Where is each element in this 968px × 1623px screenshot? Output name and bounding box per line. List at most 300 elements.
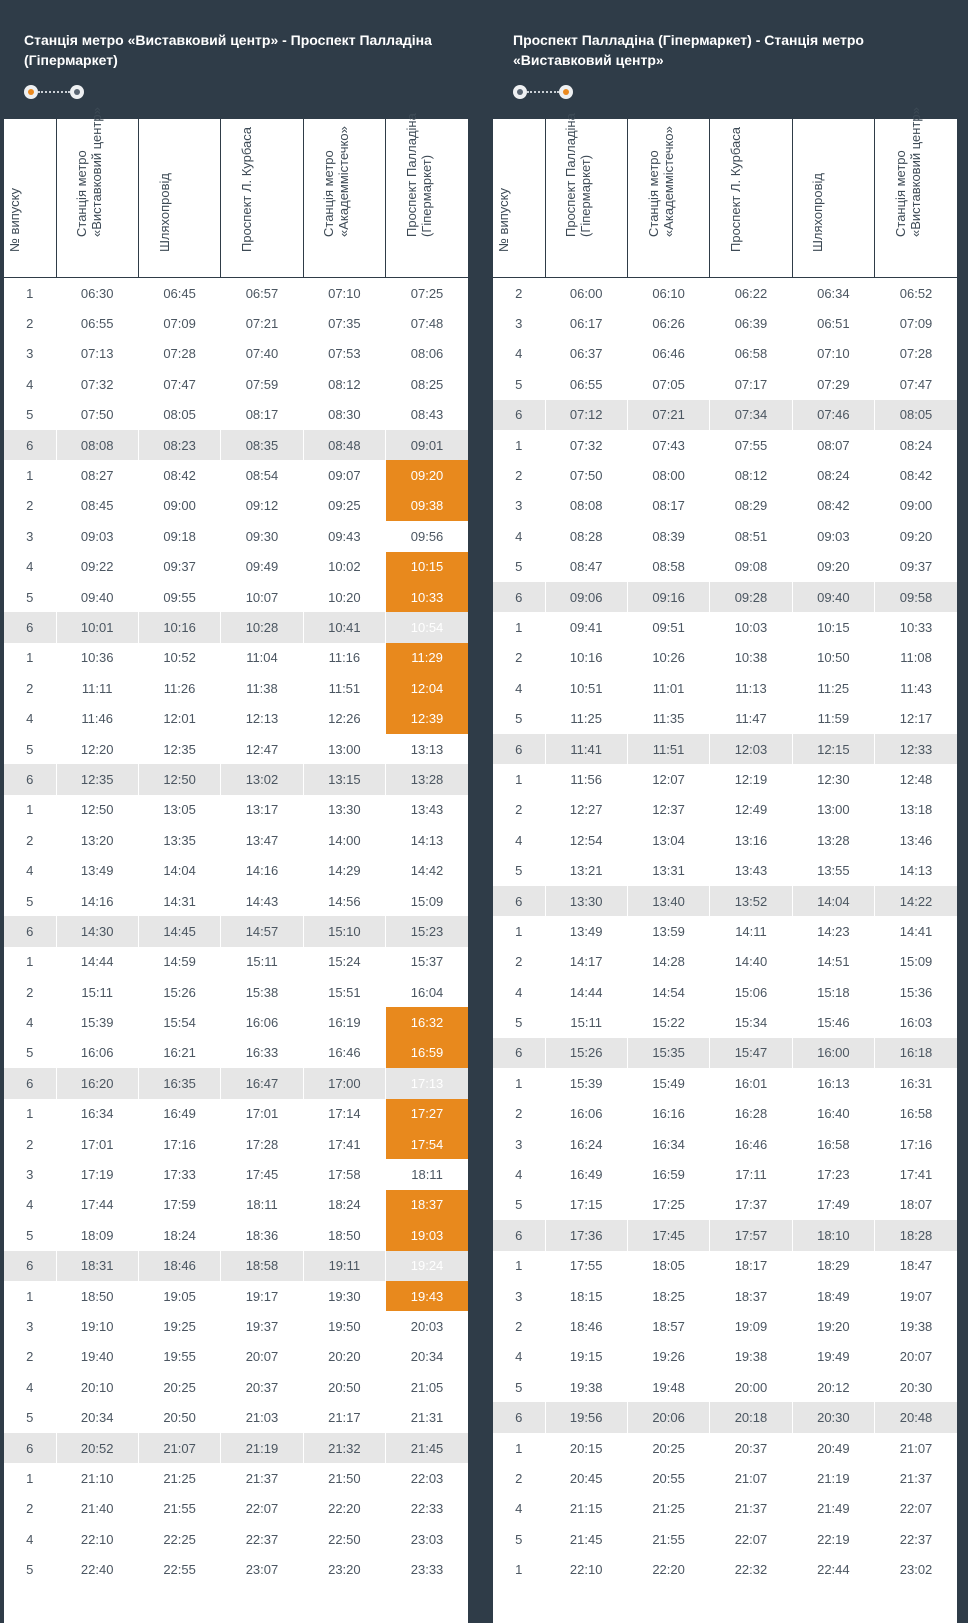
table-row	[4, 764, 468, 794]
time-cell: 10:41	[303, 612, 385, 642]
table-row	[493, 977, 957, 1007]
release-number-cell: 4	[515, 1349, 523, 1365]
time-cell: 06:30	[56, 278, 138, 309]
time-cell: 08:28	[545, 521, 627, 551]
time-cell: 21:07	[875, 1433, 957, 1463]
release-number-cell: 2	[26, 498, 34, 514]
route-title: Проспект Палладіна (Гіпермаркет) - Станція метро «Виставковий центр»	[513, 32, 864, 68]
table-row	[4, 1038, 468, 1068]
time-cell: 11:43	[875, 673, 957, 703]
time-cell: 18:36	[221, 1220, 303, 1250]
release-number-cell: 5	[515, 559, 523, 575]
release-number-cell: 2	[515, 650, 523, 666]
time-cell: 21:31	[386, 1402, 468, 1432]
time-cell: 13:49	[545, 916, 627, 946]
time-cell: 17:37	[710, 1190, 792, 1220]
table-row	[4, 1190, 468, 1220]
time-cell: 18:07	[875, 1190, 957, 1220]
schedule-panel-return	[493, 16, 957, 1623]
release-number-cell: 4	[26, 863, 34, 879]
time-cell: 09:22	[56, 552, 138, 582]
column-header-release-number	[4, 119, 56, 278]
table-row	[493, 521, 957, 551]
time-cell: 16:49	[138, 1099, 220, 1129]
release-number-cell: 6	[493, 1038, 545, 1068]
time-cell: 15:11	[545, 1007, 627, 1037]
time-cell: 13:13	[386, 734, 468, 764]
time-cell: 09:12	[221, 491, 303, 521]
table-row	[493, 1494, 957, 1524]
route-start-dot-icon[interactable]	[24, 85, 38, 99]
release-number-cell: 3	[515, 498, 523, 514]
time-cell: 07:21	[627, 400, 709, 430]
time-cell: 08:07	[792, 430, 874, 460]
time-cell: 13:00	[792, 795, 874, 825]
time-cell: 15:18	[792, 977, 874, 1007]
time-cell: 13:30	[303, 795, 385, 825]
time-cell: 19:40	[56, 1342, 138, 1372]
time-cell: 09:56	[386, 521, 468, 551]
time-cell: 12:35	[138, 734, 220, 764]
column-header-label: Станція метро «Академмістечко»	[321, 126, 352, 237]
route-line-icon	[38, 91, 70, 93]
release-number-cell: 1	[26, 954, 34, 970]
table-row	[493, 1524, 957, 1554]
time-cell: 09:16	[627, 582, 709, 612]
time-cell: 08:39	[627, 521, 709, 551]
table-row	[4, 1494, 468, 1524]
time-cell: 19:38	[875, 1311, 957, 1341]
time-cell: 10:54	[386, 612, 468, 642]
time-cell: 14:28	[627, 947, 709, 977]
release-number-cell: 1	[26, 1288, 34, 1304]
time-cell: 14:29	[303, 855, 385, 885]
time-cell: 18:50	[56, 1281, 138, 1311]
time-cell: 15:35	[627, 1038, 709, 1068]
time-cell: 07:34	[710, 400, 792, 430]
table-row	[4, 947, 468, 977]
release-number-cell: 6	[4, 764, 56, 794]
table-row	[4, 1524, 468, 1554]
table-row	[493, 855, 957, 885]
time-cell: 13:05	[138, 795, 220, 825]
time-cell: 18:46	[545, 1311, 627, 1341]
time-cell: 07:59	[221, 369, 303, 399]
time-cell: 14:59	[138, 947, 220, 977]
time-cell: 14:11	[710, 916, 792, 946]
table-row	[493, 1433, 957, 1463]
time-cell: 18:09	[56, 1220, 138, 1250]
time-cell: 19:10	[56, 1311, 138, 1341]
release-number-cell: 5	[26, 1562, 34, 1578]
time-cell: 09:00	[875, 491, 957, 521]
release-number-cell: 2	[515, 954, 523, 970]
release-number-cell: 2	[26, 984, 34, 1000]
time-cell: 18:10	[792, 1220, 874, 1250]
time-cell: 16:01	[710, 1068, 792, 1098]
time-cell: 07:47	[138, 369, 220, 399]
time-cell: 06:45	[138, 278, 220, 309]
release-number-cell: 2	[26, 1349, 34, 1365]
release-number-cell: 5	[26, 893, 34, 909]
time-cell: 10:50	[792, 643, 874, 673]
time-cell: 15:39	[56, 1007, 138, 1037]
time-cell: 19:05	[138, 1281, 220, 1311]
table-row	[493, 1402, 957, 1432]
time-cell: 17:36	[545, 1220, 627, 1250]
time-cell: 14:04	[138, 855, 220, 885]
time-cell: 15:51	[303, 977, 385, 1007]
table-row	[493, 1068, 957, 1098]
time-cell: 18:58	[221, 1251, 303, 1281]
column-header-label: Проспект Л. Курбаса	[727, 127, 743, 252]
time-cell: 09:37	[875, 552, 957, 582]
release-number-cell: 2	[26, 1136, 34, 1152]
route-line-icon	[527, 91, 559, 93]
time-cell: 15:46	[792, 1007, 874, 1037]
time-cell: 15:34	[710, 1007, 792, 1037]
time-cell: 16:33	[221, 1038, 303, 1068]
time-cell: 21:49	[792, 1494, 874, 1524]
schedule-table	[4, 107, 468, 1585]
column-header-label: Проспект Палладіна (Гіпермаркет)	[404, 113, 435, 237]
time-cell: 20:00	[710, 1372, 792, 1402]
time-cell: 19:30	[303, 1281, 385, 1311]
time-cell: 12:15	[792, 734, 874, 764]
release-number-cell: 2	[26, 316, 34, 332]
table-row	[4, 552, 468, 582]
time-cell: 08:42	[875, 460, 957, 490]
time-cell: 09:30	[221, 521, 303, 551]
table-row	[493, 339, 957, 369]
time-cell: 08:17	[221, 400, 303, 430]
time-cell: 20:10	[56, 1372, 138, 1402]
table-row	[4, 1251, 468, 1281]
time-cell: 18:29	[792, 1251, 874, 1281]
time-cell: 19:38	[710, 1342, 792, 1372]
table-row	[493, 1220, 957, 1250]
time-cell: 22:19	[792, 1524, 874, 1554]
table-row	[493, 1038, 957, 1068]
time-cell: 21:17	[303, 1402, 385, 1432]
time-cell: 16:47	[221, 1068, 303, 1098]
time-cell: 11:16	[303, 643, 385, 673]
time-cell: 09:20	[386, 460, 468, 490]
release-number-cell: 6	[4, 1068, 56, 1098]
time-cell: 07:53	[303, 339, 385, 369]
time-cell: 08:27	[56, 460, 138, 490]
time-cell: 14:16	[221, 855, 303, 885]
time-cell: 22:20	[303, 1494, 385, 1524]
time-cell: 14:23	[792, 916, 874, 946]
time-cell: 22:40	[56, 1554, 138, 1584]
time-cell: 06:37	[545, 339, 627, 369]
time-cell: 09:38	[386, 491, 468, 521]
time-cell: 22:07	[710, 1524, 792, 1554]
column-header-label: Шляхопровід	[156, 172, 172, 252]
release-number-cell: 4	[26, 1197, 34, 1213]
release-number-cell: 4	[515, 680, 523, 696]
time-cell: 17:58	[303, 1159, 385, 1189]
table-row	[4, 1433, 468, 1463]
table-row	[493, 369, 957, 399]
table-row	[4, 795, 468, 825]
time-cell: 18:57	[627, 1311, 709, 1341]
time-cell: 23:03	[386, 1524, 468, 1554]
time-cell: 19:07	[875, 1281, 957, 1311]
time-cell: 07:55	[710, 430, 792, 460]
time-cell: 21:40	[56, 1494, 138, 1524]
table-row	[493, 1463, 957, 1493]
time-cell: 19:25	[138, 1311, 220, 1341]
time-cell: 15:26	[138, 977, 220, 1007]
header-row	[4, 119, 468, 278]
time-cell: 11:51	[303, 673, 385, 703]
release-number-cell: 1	[515, 1075, 523, 1091]
time-cell: 20:34	[56, 1402, 138, 1432]
time-cell: 15:11	[221, 947, 303, 977]
release-number-cell: 4	[515, 346, 523, 362]
column-header-label: Станція метро «Виставковий центр»	[74, 107, 105, 237]
release-number-cell: 6	[493, 734, 545, 764]
time-cell: 22:37	[221, 1524, 303, 1554]
time-cell: 15:37	[386, 947, 468, 977]
time-cell: 13:59	[627, 916, 709, 946]
release-number-cell: 4	[26, 1379, 34, 1395]
time-cell: 19:50	[303, 1311, 385, 1341]
table-row	[493, 825, 957, 855]
schedule-panel-outbound	[4, 16, 468, 1623]
time-cell: 12:37	[627, 795, 709, 825]
time-cell: 14:16	[56, 886, 138, 916]
release-number-cell: 5	[26, 589, 34, 605]
time-cell: 07:10	[303, 278, 385, 309]
time-cell: 09:03	[56, 521, 138, 551]
time-cell: 23:20	[303, 1554, 385, 1584]
time-cell: 07:48	[386, 308, 468, 338]
time-cell: 06:58	[710, 339, 792, 369]
release-number-cell: 2	[26, 832, 34, 848]
time-cell: 18:11	[221, 1190, 303, 1220]
time-cell: 09:40	[56, 582, 138, 612]
time-cell: 11:38	[221, 673, 303, 703]
time-cell: 08:12	[710, 460, 792, 490]
time-cell: 14:13	[875, 855, 957, 885]
release-number-cell: 1	[515, 923, 523, 939]
time-cell: 19:49	[792, 1342, 874, 1372]
table-row	[493, 400, 957, 430]
release-number-cell: 6	[493, 886, 545, 916]
time-cell: 18:15	[545, 1281, 627, 1311]
release-number-cell: 2	[515, 1318, 523, 1334]
release-number-cell: 5	[26, 1227, 34, 1243]
time-cell: 10:52	[138, 643, 220, 673]
release-number-cell: 4	[26, 559, 34, 575]
time-cell: 21:05	[386, 1372, 468, 1402]
time-cell: 07:32	[545, 430, 627, 460]
time-cell: 14:44	[56, 947, 138, 977]
column-header-stop	[627, 119, 709, 278]
time-cell: 22:50	[303, 1524, 385, 1554]
time-cell: 13:52	[710, 886, 792, 916]
time-cell: 17:00	[303, 1068, 385, 1098]
table-row	[4, 1129, 468, 1159]
time-cell: 15:11	[56, 977, 138, 1007]
time-cell: 22:44	[792, 1554, 874, 1584]
time-cell: 11:26	[138, 673, 220, 703]
time-cell: 08:17	[627, 491, 709, 521]
time-cell: 19:24	[386, 1251, 468, 1281]
time-cell: 17:57	[710, 1220, 792, 1250]
release-number-cell: 5	[515, 1531, 523, 1547]
release-number-cell: 1	[515, 437, 523, 453]
time-cell: 09:07	[303, 460, 385, 490]
time-cell: 20:34	[386, 1342, 468, 1372]
column-header-label: № випуску	[6, 188, 22, 252]
time-cell: 22:07	[221, 1494, 303, 1524]
time-cell: 21:03	[221, 1402, 303, 1432]
time-cell: 17:45	[221, 1159, 303, 1189]
time-cell: 21:07	[710, 1463, 792, 1493]
time-cell: 13:02	[221, 764, 303, 794]
time-cell: 13:43	[386, 795, 468, 825]
time-cell: 14:17	[545, 947, 627, 977]
time-cell: 09:18	[138, 521, 220, 551]
release-number-cell: 6	[4, 1433, 56, 1463]
time-cell: 14:40	[710, 947, 792, 977]
time-cell: 08:47	[545, 552, 627, 582]
time-cell: 11:13	[710, 673, 792, 703]
time-cell: 08:08	[56, 430, 138, 460]
time-cell: 16:06	[221, 1007, 303, 1037]
time-cell: 20:30	[875, 1372, 957, 1402]
column-header-stop	[386, 113, 468, 278]
time-cell: 08:23	[138, 430, 220, 460]
table-row	[4, 1554, 468, 1584]
time-cell: 10:26	[627, 643, 709, 673]
table-row	[4, 643, 468, 673]
time-cell: 08:43	[386, 400, 468, 430]
table-row	[4, 977, 468, 1007]
time-cell: 14:22	[875, 886, 957, 916]
time-cell: 18:47	[875, 1251, 957, 1281]
time-cell: 21:37	[875, 1463, 957, 1493]
time-cell: 19:15	[545, 1342, 627, 1372]
release-number-cell: 5	[26, 741, 34, 757]
table-row	[493, 1372, 957, 1402]
time-cell: 16:59	[627, 1159, 709, 1189]
release-number-cell: 6	[4, 916, 56, 946]
time-cell: 06:55	[545, 369, 627, 399]
time-cell: 12:33	[875, 734, 957, 764]
time-cell: 17:25	[627, 1190, 709, 1220]
time-cell: 20:50	[303, 1372, 385, 1402]
time-cell: 18:37	[386, 1190, 468, 1220]
time-cell: 13:28	[386, 764, 468, 794]
time-cell: 17:23	[792, 1159, 874, 1189]
time-cell: 08:29	[710, 491, 792, 521]
time-cell: 17:01	[221, 1099, 303, 1129]
time-cell: 18:24	[138, 1220, 220, 1250]
time-cell: 18:50	[303, 1220, 385, 1250]
table-row	[493, 1190, 957, 1220]
time-cell: 09:55	[138, 582, 220, 612]
table-row	[4, 308, 468, 338]
time-cell: 11:51	[627, 734, 709, 764]
table-row	[4, 339, 468, 369]
table-row	[4, 886, 468, 916]
time-cell: 12:20	[56, 734, 138, 764]
column-header-label: Проспект Палладіна (Гіпермаркет)	[563, 113, 594, 237]
time-cell: 16:03	[875, 1007, 957, 1037]
time-cell: 17:19	[56, 1159, 138, 1189]
time-cell: 13:35	[138, 825, 220, 855]
release-number-cell: 1	[26, 1470, 34, 1486]
time-cell: 12:35	[56, 764, 138, 794]
time-cell: 14:54	[627, 977, 709, 1007]
time-cell: 06:52	[875, 278, 957, 309]
time-cell: 16:59	[386, 1038, 468, 1068]
time-cell: 08:35	[221, 430, 303, 460]
time-cell: 11:29	[386, 643, 468, 673]
time-cell: 18:46	[138, 1251, 220, 1281]
time-cell: 15:54	[138, 1007, 220, 1037]
release-number-cell: 3	[26, 1318, 34, 1334]
time-cell: 07:09	[875, 308, 957, 338]
time-cell: 12:04	[386, 673, 468, 703]
time-cell: 16:35	[138, 1068, 220, 1098]
time-cell: 12:54	[545, 825, 627, 855]
release-number-cell: 1	[515, 619, 523, 635]
time-cell: 14:42	[386, 855, 468, 885]
release-number-cell: 5	[515, 863, 523, 879]
time-cell: 11:01	[627, 673, 709, 703]
time-cell: 20:15	[545, 1433, 627, 1463]
release-number-cell: 1	[515, 771, 523, 787]
route-title: Станція метро «Виставковий центр» - Проспект Палладіна (Гіпермаркет)	[24, 32, 432, 68]
time-cell: 07:50	[545, 460, 627, 490]
time-cell: 16:00	[792, 1038, 874, 1068]
route-start-dot-icon[interactable]	[513, 85, 527, 99]
time-cell: 20:30	[792, 1402, 874, 1432]
column-header-release-number	[493, 119, 545, 278]
time-cell: 20:20	[303, 1342, 385, 1372]
table-row	[4, 1463, 468, 1493]
column-header-stop	[221, 119, 303, 278]
time-cell: 18:31	[56, 1251, 138, 1281]
time-cell: 08:24	[875, 430, 957, 460]
table-row	[493, 734, 957, 764]
table-row	[493, 552, 957, 582]
time-cell: 14:43	[221, 886, 303, 916]
table-row	[493, 916, 957, 946]
time-cell: 20:49	[792, 1433, 874, 1463]
time-cell: 13:49	[56, 855, 138, 885]
table-row	[493, 430, 957, 460]
time-cell: 07:46	[792, 400, 874, 430]
time-cell: 10:51	[545, 673, 627, 703]
time-cell: 23:33	[386, 1554, 468, 1584]
time-cell: 23:07	[221, 1554, 303, 1584]
time-cell: 08:08	[545, 491, 627, 521]
time-cell: 08:42	[792, 491, 874, 521]
time-cell: 21:19	[221, 1433, 303, 1463]
time-cell: 12:19	[710, 764, 792, 794]
release-number-cell: 6	[493, 1402, 545, 1432]
time-cell: 10:33	[386, 582, 468, 612]
time-cell: 07:05	[627, 369, 709, 399]
time-cell: 13:28	[792, 825, 874, 855]
